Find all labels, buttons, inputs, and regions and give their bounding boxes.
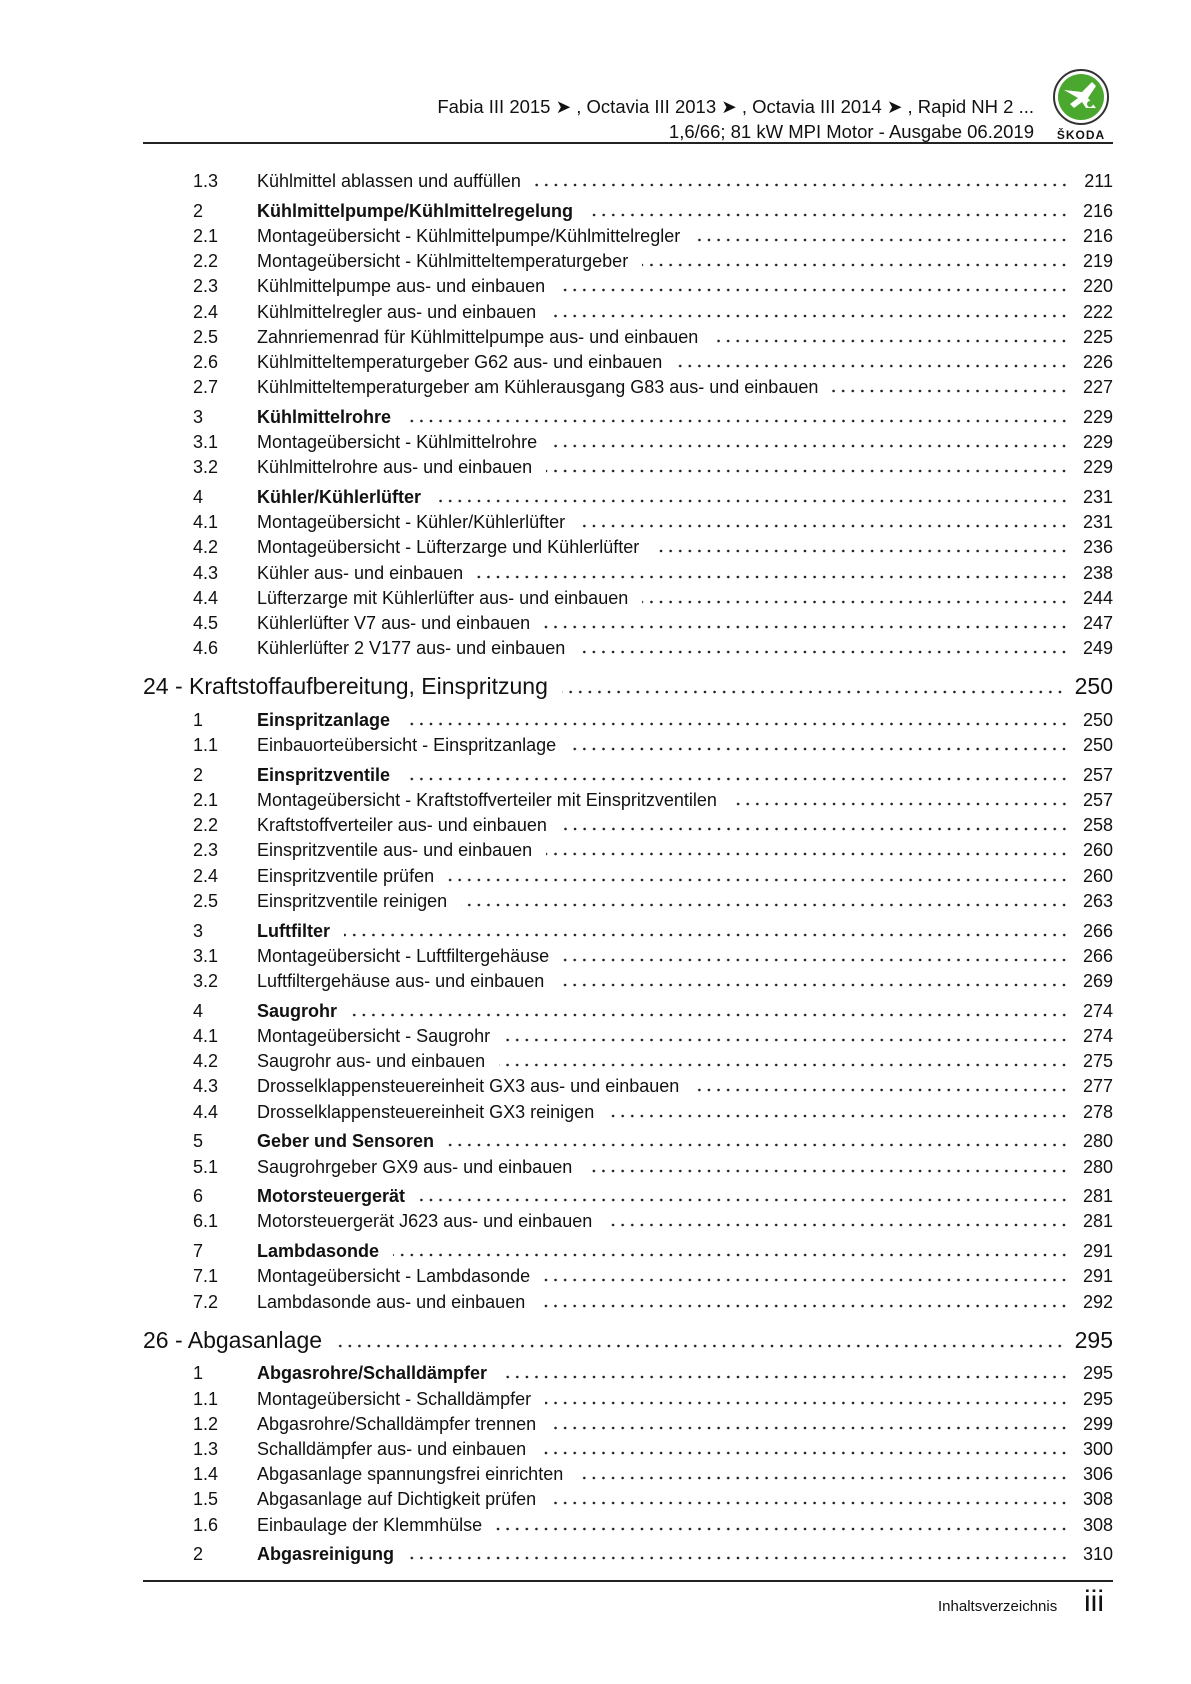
- toc-page: 291: [1082, 1266, 1113, 1287]
- toc-page: 250: [1074, 673, 1113, 700]
- dot-leader: [579, 650, 1069, 654]
- dot-leader: [351, 1013, 1069, 1017]
- toc-number: 4.1: [193, 512, 219, 533]
- toc-page: 281: [1082, 1211, 1113, 1232]
- dot-leader: [608, 1114, 1069, 1118]
- toc-number: 4.5: [193, 612, 219, 633]
- toc-entry[interactable]: [143, 1241, 1113, 1266]
- toc-page: 260: [1082, 865, 1113, 886]
- toc-entry[interactable]: [143, 327, 1113, 352]
- brand-name: ŠKODA: [1056, 128, 1106, 142]
- toc-number: 4.6: [193, 638, 219, 659]
- toc-number: 5.1: [193, 1156, 219, 1177]
- dot-leader: [586, 1169, 1069, 1173]
- dot-leader: [587, 213, 1069, 217]
- toc-page: 277: [1082, 1076, 1113, 1097]
- toc-entry[interactable]: [143, 1001, 1113, 1026]
- toc-entry[interactable]: [143, 201, 1113, 226]
- dot-leader: [562, 690, 1065, 694]
- toc-page: 211: [1084, 171, 1113, 191]
- toc-number: 1.3: [193, 1438, 219, 1459]
- dot-leader: [404, 722, 1069, 726]
- toc-number: 4.3: [193, 562, 219, 583]
- toc-number: 1.1: [193, 735, 219, 756]
- toc-entry[interactable]: [143, 1389, 1113, 1414]
- dot-leader: [405, 419, 1069, 423]
- dot-leader: [501, 1375, 1069, 1379]
- toc-page: 274: [1082, 1025, 1113, 1046]
- toc-number: 3.1: [193, 432, 219, 453]
- toc-title: Kühler/Kühlerlüfter: [257, 487, 422, 508]
- toc-title: Lambdasonde aus- und einbauen: [257, 1291, 526, 1312]
- dot-leader: [448, 878, 1069, 882]
- toc-number: 6: [193, 1186, 204, 1207]
- toc-page: 300: [1082, 1438, 1113, 1459]
- dot-leader: [496, 1527, 1069, 1531]
- toc-number: 2.4: [193, 865, 219, 886]
- toc-entry[interactable]: [143, 563, 1113, 588]
- toc-page: 260: [1082, 840, 1113, 861]
- toc-entry[interactable]: [143, 1292, 1113, 1317]
- toc-number: 3.2: [193, 971, 219, 991]
- toc-number: 3.2: [193, 457, 219, 478]
- toc-page: 247: [1082, 612, 1113, 633]
- toc-title: Montageübersicht - Saugrohr: [257, 1025, 491, 1046]
- toc-page: 229: [1082, 457, 1113, 478]
- dot-leader: [540, 1451, 1069, 1455]
- toc-page: 280: [1082, 1131, 1113, 1152]
- toc-page: 306: [1082, 1464, 1113, 1485]
- toc-title: Motorsteuergerät J623 aus- und einbauen: [257, 1211, 593, 1232]
- toc-title: Kühlerlüfter V7 aus- und einbauen: [257, 612, 531, 633]
- toc-number: 4.4: [193, 587, 219, 608]
- toc-title: Kühler aus- und einbauen: [257, 562, 464, 583]
- toc-entry[interactable]: [143, 302, 1113, 327]
- dot-leader: [676, 364, 1069, 368]
- toc-page: 238: [1082, 562, 1113, 583]
- toc-entry[interactable]: [143, 1515, 1113, 1540]
- dot-leader: [642, 600, 1069, 604]
- toc-title: Drosselklappensteuereinheit GX3 reinigen: [257, 1101, 595, 1122]
- toc-entry[interactable]: [143, 1544, 1113, 1569]
- toc-page: 225: [1082, 326, 1113, 347]
- toc-page: 281: [1082, 1186, 1113, 1207]
- toc-number: 1.4: [193, 1464, 219, 1485]
- toc-title: Kühlmittelrohre aus- und einbauen: [257, 457, 533, 478]
- dot-leader: [477, 575, 1069, 579]
- dot-leader: [393, 1253, 1069, 1257]
- toc-chapter[interactable]: [143, 673, 1113, 705]
- toc-title: Kühlmitteltemperaturgeber G62 aus- und einbauen: [257, 351, 663, 372]
- toc-page: 219: [1082, 251, 1113, 272]
- toc-number: 2.3: [193, 840, 219, 861]
- toc-title: Saugrohr aus- und einbauen: [257, 1051, 486, 1072]
- toc-title: Einbauorteübersicht - Einspritzanlage: [257, 735, 557, 756]
- footer-section-label: Inhaltsverzeichnis: [938, 1598, 1058, 1615]
- toc-title: Kühlmittelpumpe/Kühlmittelregelung: [257, 200, 574, 221]
- toc-title: Montageübersicht - Lüfterzarge und Kühlerlüfter: [257, 537, 640, 558]
- dot-leader: [731, 802, 1069, 806]
- toc-page: 310: [1082, 1544, 1113, 1565]
- dot-leader: [550, 1426, 1069, 1430]
- toc-page: 257: [1082, 790, 1113, 811]
- toc-number: 2.2: [193, 815, 219, 836]
- toc-page: 292: [1082, 1291, 1113, 1312]
- toc-title: Kühlerlüfter 2 V177 aus- und einbauen: [257, 638, 566, 659]
- skoda-logo-icon: [1052, 68, 1110, 126]
- dot-leader: [694, 238, 1069, 242]
- toc-page: 227: [1082, 377, 1113, 398]
- toc-page: 308: [1082, 1489, 1113, 1510]
- toc-number: 4.2: [193, 1051, 219, 1072]
- dot-leader: [419, 1198, 1069, 1202]
- toc-title: Luftfilter: [257, 920, 330, 941]
- toc-page: 266: [1082, 945, 1113, 966]
- toc-entry[interactable]: [143, 1131, 1113, 1156]
- toc-title: Geber und Sensoren: [257, 1131, 435, 1152]
- toc-entry[interactable]: [143, 1439, 1113, 1464]
- toc-entry[interactable]: [143, 1102, 1113, 1127]
- toc-title: Montageübersicht - Kühler/Kühlerlüfter: [257, 512, 566, 533]
- toc-page: 222: [1082, 301, 1113, 322]
- toc-page: 257: [1082, 764, 1113, 785]
- dot-leader: [653, 549, 1069, 553]
- table-of-contents: [143, 171, 1113, 1570]
- header-rule: [143, 142, 1113, 144]
- dot-leader: [577, 1476, 1069, 1480]
- toc-page: 275: [1082, 1051, 1113, 1072]
- toc-number: 2.4: [193, 301, 219, 322]
- toc-entry[interactable]: [143, 588, 1113, 613]
- dot-leader: [712, 339, 1069, 343]
- toc-number: 4: [193, 487, 204, 508]
- toc-number: 2: [193, 200, 204, 221]
- toc-entry[interactable]: [143, 638, 1113, 663]
- toc-number: 2.2: [193, 251, 219, 272]
- dot-leader: [448, 1143, 1069, 1147]
- toc-page: 295: [1082, 1363, 1113, 1384]
- toc-number: 1: [193, 1363, 204, 1384]
- dot-leader: [606, 1223, 1069, 1227]
- toc-number: 1.3: [193, 171, 219, 191]
- toc-number: 7.2: [193, 1291, 219, 1312]
- toc-number: 2: [193, 764, 204, 785]
- toc-number: 1.2: [193, 1413, 219, 1434]
- toc-entry[interactable]: [143, 613, 1113, 638]
- toc-entry[interactable]: [143, 891, 1113, 916]
- toc-number: 1.6: [193, 1514, 219, 1535]
- toc-page: 250: [1082, 709, 1113, 730]
- toc-entry[interactable]: [143, 866, 1113, 891]
- toc-number: 3: [193, 406, 204, 427]
- dot-leader: [550, 1501, 1069, 1505]
- header-subtitle: 1,6/66; 81 kW MPI Motor - Ausgabe 06.2019: [668, 121, 1034, 142]
- footer-rule: [143, 1580, 1113, 1582]
- toc-number: 4.1: [193, 1025, 219, 1046]
- dot-leader: [693, 1088, 1069, 1092]
- toc-entry[interactable]: [143, 537, 1113, 562]
- dot-leader: [551, 444, 1069, 448]
- toc-entry[interactable]: [143, 251, 1113, 276]
- toc-title: Luftfiltergehäuse aus- und einbauen: [257, 971, 545, 991]
- toc-title: Drosselklappensteuereinheit GX3 aus- und einbauen: [257, 1076, 680, 1097]
- toc-title: Abgasrohre/Schalldämpfer: [257, 1363, 488, 1384]
- toc-title: Zahnriemenrad für Kühlmittelpumpe aus- und einbauen: [257, 326, 699, 347]
- toc-entry[interactable]: [143, 407, 1113, 432]
- toc-entry[interactable]: [143, 1489, 1113, 1514]
- toc-title: Montageübersicht - Schalldämpfer: [257, 1388, 532, 1409]
- toc-number: 7: [193, 1241, 204, 1262]
- toc-title: Montageübersicht - Kraftstoffverteiler mit Einspritzventilen: [257, 790, 717, 811]
- toc-title: Kühlmittel ablassen und auffüllen: [257, 171, 521, 191]
- toc-title: Montageübersicht - Kühlmitteltemperaturgeber: [257, 251, 629, 272]
- toc-entry[interactable]: [143, 432, 1113, 457]
- dot-leader: [832, 389, 1069, 393]
- toc-number: 4.4: [193, 1101, 219, 1122]
- toc-entry[interactable]: [143, 1414, 1113, 1439]
- toc-entry[interactable]: [143, 921, 1113, 946]
- toc-entry[interactable]: [143, 1186, 1113, 1211]
- toc-title: Saugrohr: [257, 1000, 338, 1021]
- toc-title: 24 - Kraftstoffaufbereitung, Einspritzung: [143, 673, 548, 700]
- toc-title: Kühlmittelregler aus- und einbauen: [257, 301, 537, 322]
- dot-leader: [550, 314, 1069, 318]
- toc-page: 269: [1082, 971, 1113, 991]
- dot-leader: [642, 263, 1069, 267]
- toc-page: 295: [1074, 1326, 1113, 1353]
- toc-page: 299: [1082, 1413, 1113, 1434]
- toc-number: 2.1: [193, 790, 219, 811]
- toc-page: 226: [1082, 351, 1113, 372]
- toc-number: 4.3: [193, 1076, 219, 1097]
- toc-entry[interactable]: [143, 946, 1113, 971]
- toc-number: 2.5: [193, 326, 219, 347]
- toc-entry[interactable]: [143, 487, 1113, 512]
- toc-entry[interactable]: [143, 377, 1113, 402]
- toc-number: 5: [193, 1131, 204, 1152]
- toc-number: 7.1: [193, 1266, 219, 1287]
- dot-leader: [546, 852, 1069, 856]
- toc-title: Abgasreinigung: [257, 1544, 395, 1565]
- header-models: Fabia III 2015 ➤ , Octavia III 2013 ➤ , Octavia III 2014 ➤ , Rapid NH 2 ...: [437, 96, 1034, 117]
- dot-leader: [570, 747, 1069, 751]
- toc-page: 236: [1082, 537, 1113, 558]
- toc-entry[interactable]: [143, 1211, 1113, 1236]
- dot-leader: [504, 1038, 1069, 1042]
- toc-title: Lüfterzarge mit Kühlerlüfter aus- und einbauen: [257, 587, 629, 608]
- toc-title: Einspritzventile: [257, 764, 391, 785]
- toc-page: 274: [1082, 1000, 1113, 1021]
- toc-title: Abgasanlage spannungsfrei einrichten: [257, 1464, 564, 1485]
- dot-leader: [544, 1278, 1069, 1282]
- toc-number: 2: [193, 1544, 204, 1565]
- toc-title: Einspritzventile aus- und einbauen: [257, 840, 533, 861]
- toc-number: 2.1: [193, 225, 219, 246]
- toc-page: 231: [1082, 512, 1113, 533]
- dot-leader: [408, 1556, 1069, 1560]
- toc-number: 1.5: [193, 1489, 219, 1510]
- toc-page: 280: [1082, 1156, 1113, 1177]
- toc-entry[interactable]: [143, 815, 1113, 840]
- toc-title: Einspritzventile prüfen: [257, 865, 435, 886]
- toc-title: Kühlmitteltemperaturgeber am Kühlerausgang G83 aus- und einbauen: [257, 377, 819, 398]
- toc-entry[interactable]: [143, 171, 1113, 196]
- toc-entry[interactable]: [143, 765, 1113, 790]
- toc-page: 291: [1082, 1241, 1113, 1262]
- toc-title: Saugrohrgeber GX9 aus- und einbauen: [257, 1156, 573, 1177]
- toc-title: Einbaulage der Klemmhülse: [257, 1514, 483, 1535]
- toc-number: 2.7: [193, 377, 219, 398]
- toc-entry[interactable]: [143, 1363, 1113, 1388]
- toc-entry[interactable]: [143, 457, 1113, 482]
- toc-title: Einspritzanlage: [257, 709, 391, 730]
- toc-page: 216: [1082, 200, 1113, 221]
- toc-number: 2.5: [193, 890, 219, 911]
- toc-page: 250: [1082, 735, 1113, 756]
- toc-number: 2.3: [193, 276, 219, 297]
- toc-page: 249: [1082, 638, 1113, 659]
- toc-entry[interactable]: [143, 276, 1113, 301]
- toc-title: 26 - Abgasanlage: [143, 1326, 323, 1353]
- toc-entry[interactable]: [143, 1266, 1113, 1291]
- dot-leader: [545, 1401, 1069, 1405]
- toc-page: 263: [1082, 890, 1113, 911]
- toc-number: 3.1: [193, 945, 219, 966]
- toc-number: 6.1: [193, 1211, 219, 1232]
- dot-leader: [535, 183, 1069, 187]
- toc-entry[interactable]: [143, 512, 1113, 537]
- toc-title: Lambdasonde: [257, 1241, 380, 1262]
- toc-title: Montageübersicht - Lambdasonde: [257, 1266, 531, 1287]
- toc-entry[interactable]: [143, 971, 1113, 996]
- footer-page-number: iii: [1084, 1585, 1104, 1618]
- dot-leader: [461, 903, 1069, 907]
- toc-page: 244: [1082, 587, 1113, 608]
- toc-page: 229: [1082, 432, 1113, 453]
- toc-title: Kühlmittelpumpe aus- und einbauen: [257, 276, 546, 297]
- toc-page: 231: [1082, 487, 1113, 508]
- dot-leader: [499, 1063, 1069, 1067]
- toc-entry[interactable]: [143, 710, 1113, 735]
- toc-page: 258: [1082, 815, 1113, 836]
- dot-leader: [336, 1344, 1065, 1348]
- toc-title: Montageübersicht - Kühlmittelpumpe/Kühlmittelregler: [257, 225, 681, 246]
- toc-entry[interactable]: [143, 735, 1113, 760]
- dot-leader: [404, 777, 1069, 781]
- toc-number: 2.6: [193, 351, 219, 372]
- toc-page: 308: [1082, 1514, 1113, 1535]
- dot-leader: [544, 625, 1069, 629]
- dot-leader: [563, 958, 1069, 962]
- toc-title: Kraftstoffverteiler aus- und einbauen: [257, 815, 547, 836]
- toc-entry[interactable]: [143, 1076, 1113, 1101]
- toc-entry[interactable]: [143, 226, 1113, 251]
- dot-leader: [435, 499, 1069, 503]
- dot-leader: [558, 983, 1069, 987]
- toc-entry[interactable]: [143, 352, 1113, 377]
- toc-title: Abgasrohre/Schalldämpfer trennen: [257, 1413, 537, 1434]
- toc-page: 278: [1082, 1101, 1113, 1122]
- toc-entry[interactable]: [143, 1464, 1113, 1489]
- dot-leader: [559, 288, 1069, 292]
- toc-number: 1.1: [193, 1388, 219, 1409]
- toc-entry[interactable]: [143, 1157, 1113, 1182]
- toc-number: 4: [193, 1000, 204, 1021]
- toc-entry[interactable]: [143, 1026, 1113, 1051]
- dot-leader: [539, 1304, 1069, 1308]
- toc-title: Montageübersicht - Luftfiltergehäuse: [257, 945, 550, 966]
- toc-number: 3: [193, 920, 204, 941]
- dot-leader: [579, 524, 1069, 528]
- toc-page: 220: [1082, 276, 1113, 297]
- toc-title: Einspritzventile reinigen: [257, 890, 448, 911]
- toc-title: Montageübersicht - Kühlmittelrohre: [257, 432, 538, 453]
- toc-number: 1: [193, 709, 204, 730]
- toc-page: 266: [1082, 920, 1113, 941]
- toc-title: Abgasanlage auf Dichtigkeit prüfen: [257, 1489, 537, 1510]
- toc-title: Motorsteuergerät: [257, 1186, 406, 1207]
- toc-entry[interactable]: [143, 840, 1113, 865]
- dot-leader: [344, 933, 1069, 937]
- toc-title: Kühlmittelrohre: [257, 406, 392, 427]
- toc-page: 295: [1082, 1388, 1113, 1409]
- toc-entry[interactable]: [143, 1051, 1113, 1076]
- toc-title: Schalldämpfer aus- und einbauen: [257, 1438, 527, 1459]
- toc-entry[interactable]: [143, 790, 1113, 815]
- toc-number: 4.2: [193, 537, 219, 558]
- dot-leader: [561, 827, 1069, 831]
- dot-leader: [546, 469, 1069, 473]
- toc-chapter[interactable]: [143, 1327, 1113, 1359]
- toc-page: 229: [1082, 406, 1113, 427]
- toc-page: 216: [1082, 225, 1113, 246]
